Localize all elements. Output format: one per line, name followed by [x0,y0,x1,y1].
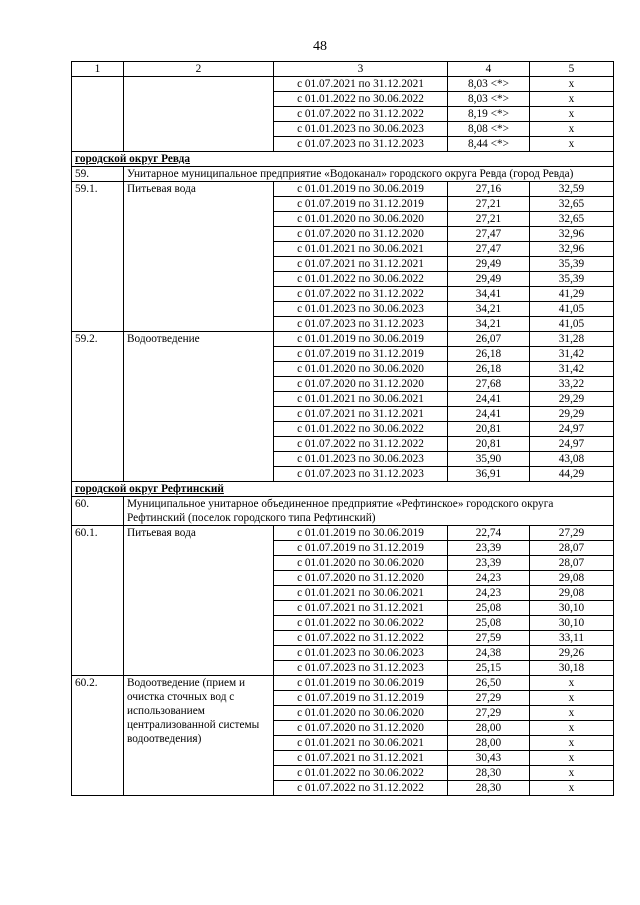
empty-number-cell [72,77,124,152]
tariff-vat-cell: 32,59 [530,182,614,197]
table-row [72,676,614,691]
period-cell: с 01.07.2021 по 31.12.2021 [274,77,448,92]
period-cell: с 01.07.2023 по 31.12.2023 [274,137,448,152]
tariff-vat-cell: х [530,107,614,122]
tariff-cell: 28,30 [448,766,530,781]
period-cell: с 01.07.2022 по 31.12.2022 [274,107,448,122]
period-cell: с 01.01.2022 по 30.06.2022 [274,422,448,437]
period-cell: с 01.01.2021 по 30.06.2021 [274,586,448,601]
period-cell: с 01.07.2023 по 31.12.2023 [274,661,448,676]
tariff-vat-cell: х [530,137,614,152]
tariff-cell: 26,07 [448,332,530,347]
tariff-cell: 24,23 [448,586,530,601]
tariff-cell: 20,81 [448,422,530,437]
tariff-vat-cell: х [530,122,614,137]
period-cell: с 01.01.2019 по 30.06.2019 [274,182,448,197]
period-cell: с 01.01.2022 по 30.06.2022 [274,92,448,107]
tariff-vat-cell: 32,65 [530,197,614,212]
section-heading-row [72,482,614,497]
tariff-cell: 22,74 [448,526,530,541]
tariff-cell: 29,49 [448,257,530,272]
period-cell: с 01.07.2021 по 31.12.2021 [274,601,448,616]
tariff-vat-cell: х [530,781,614,796]
period-cell: с 01.01.2023 по 30.06.2023 [274,646,448,661]
service-name: Водоотведение [124,332,274,482]
tariff-cell: 26,18 [448,362,530,377]
period-cell: с 01.01.2020 по 30.06.2020 [274,706,448,721]
tariff-cell: 27,68 [448,377,530,392]
period-cell: с 01.01.2022 по 30.06.2022 [274,272,448,287]
service-number: 59.1. [72,182,124,332]
period-cell: с 01.07.2020 по 31.12.2020 [274,377,448,392]
tariff-cell: 8,03 <*> [448,92,530,107]
period-cell: с 01.07.2021 по 31.12.2021 [274,257,448,272]
period-cell: с 01.07.2019 по 31.12.2019 [274,541,448,556]
period-cell: с 01.01.2022 по 30.06.2022 [274,616,448,631]
section-title: городской округ Рефтинский [72,482,614,497]
tariff-cell: 27,29 [448,706,530,721]
tariff-vat-cell: 35,39 [530,272,614,287]
period-cell: с 01.07.2022 по 31.12.2022 [274,437,448,452]
tariff-cell: 35,90 [448,452,530,467]
period-cell: с 01.07.2020 по 31.12.2020 [274,227,448,242]
tariff-vat-cell: 44,29 [530,467,614,482]
tariff-cell: 28,00 [448,736,530,751]
tariff-cell: 25,15 [448,661,530,676]
period-cell: с 01.01.2023 по 30.06.2023 [274,302,448,317]
tariff-vat-cell: 29,29 [530,407,614,422]
period-cell: с 01.01.2019 по 30.06.2019 [274,676,448,691]
tariff-cell: 28,30 [448,781,530,796]
organization-row [72,497,614,526]
period-cell: с 01.07.2022 по 31.12.2022 [274,781,448,796]
tariff-vat-cell: 32,65 [530,212,614,227]
tariff-cell: 28,00 [448,721,530,736]
tariff-cell: 27,21 [448,197,530,212]
tariff-cell: 26,50 [448,676,530,691]
tariff-vat-cell: 29,29 [530,392,614,407]
tariff-cell: 27,29 [448,691,530,706]
tariff-vat-cell: х [530,77,614,92]
tariff-cell: 24,41 [448,407,530,422]
period-cell: с 01.01.2022 по 30.06.2022 [274,766,448,781]
tariff-cell: 27,47 [448,242,530,257]
tariff-vat-cell: х [530,766,614,781]
tariff-vat-cell: 30,18 [530,661,614,676]
tariff-vat-cell: 31,28 [530,332,614,347]
tariff-vat-cell: 32,96 [530,242,614,257]
period-cell: с 01.07.2020 по 31.12.2020 [274,571,448,586]
tariff-cell: 34,21 [448,317,530,332]
organization-name: Унитарное муниципальное предприятие «Водоканал» городского округа Ревда (город Ревда) [124,167,614,182]
period-cell: с 01.01.2021 по 30.06.2021 [274,242,448,257]
tariff-cell: 8,44 <*> [448,137,530,152]
organization-name: Муниципальное унитарное объединенное предприятие «Рефтинское» городского округа Рефтинский (поселок городского типа Рефтинский) [124,497,614,526]
period-cell: с 01.07.2023 по 31.12.2023 [274,467,448,482]
tariff-vat-cell: 33,11 [530,631,614,646]
table-row [72,332,614,347]
tariff-cell: 23,39 [448,556,530,571]
period-cell: с 01.01.2021 по 30.06.2021 [274,736,448,751]
tariff-cell: 24,41 [448,392,530,407]
tariff-vat-cell: х [530,706,614,721]
column-number: 5 [530,62,614,77]
section-heading-row [72,152,614,167]
period-cell: с 01.01.2023 по 30.06.2023 [274,452,448,467]
period-cell: с 01.01.2020 по 30.06.2020 [274,212,448,227]
tariff-vat-cell: 27,29 [530,526,614,541]
column-number: 3 [274,62,448,77]
tariff-vat-cell: 30,10 [530,601,614,616]
period-cell: с 01.07.2022 по 31.12.2022 [274,631,448,646]
period-cell: с 01.07.2022 по 31.12.2022 [274,287,448,302]
period-cell: с 01.07.2021 по 31.12.2021 [274,407,448,422]
tariff-vat-cell: 33,22 [530,377,614,392]
tariff-cell: 24,23 [448,571,530,586]
tariff-cell: 36,91 [448,467,530,482]
tariff-cell: 25,08 [448,616,530,631]
period-cell: с 01.07.2021 по 31.12.2021 [274,751,448,766]
tariff-vat-cell: 28,07 [530,541,614,556]
column-number-row [72,62,614,77]
tariff-vat-cell: х [530,676,614,691]
tariff-vat-cell: 35,39 [530,257,614,272]
tariff-cell: 27,59 [448,631,530,646]
period-cell: с 01.01.2023 по 30.06.2023 [274,122,448,137]
tariff-vat-cell: х [530,92,614,107]
service-number: 60.1. [72,526,124,676]
tariff-vat-cell: х [530,691,614,706]
tariff-cell: 27,47 [448,227,530,242]
tariff-cell: 27,21 [448,212,530,227]
period-cell: с 01.01.2020 по 30.06.2020 [274,556,448,571]
tariff-cell: 8,08 <*> [448,122,530,137]
period-cell: с 01.01.2019 по 30.06.2019 [274,526,448,541]
period-cell: с 01.07.2019 по 31.12.2019 [274,197,448,212]
tariff-cell: 20,81 [448,437,530,452]
tariff-vat-cell: 24,97 [530,437,614,452]
tariff-cell: 24,38 [448,646,530,661]
period-cell: с 01.07.2019 по 31.12.2019 [274,691,448,706]
service-name: Питьевая вода [124,526,274,676]
tariff-vat-cell: х [530,736,614,751]
tariff-vat-cell: 41,05 [530,302,614,317]
column-number: 2 [124,62,274,77]
tariff-cell: 27,16 [448,182,530,197]
tariff-cell: 34,41 [448,287,530,302]
tariff-cell: 26,18 [448,347,530,362]
service-number: 60.2. [72,676,124,796]
service-number: 59.2. [72,332,124,482]
organization-number: 59. [72,167,124,182]
tariff-vat-cell: 29,26 [530,646,614,661]
organization-row [72,167,614,182]
tariff-vat-cell: х [530,721,614,736]
period-cell: с 01.01.2020 по 30.06.2020 [274,362,448,377]
service-name: Питьевая вода [124,182,274,332]
tariff-vat-cell: 41,29 [530,287,614,302]
tariff-cell: 25,08 [448,601,530,616]
section-title: городской округ Ревда [72,152,614,167]
table-row [72,526,614,541]
tariff-vat-cell: 31,42 [530,347,614,362]
tariff-vat-cell: 29,08 [530,571,614,586]
period-cell: с 01.01.2021 по 30.06.2021 [274,392,448,407]
tariff-vat-cell: 32,96 [530,227,614,242]
tariff-vat-cell: 30,10 [530,616,614,631]
period-cell: с 01.07.2023 по 31.12.2023 [274,317,448,332]
tariff-cell: 8,19 <*> [448,107,530,122]
empty-service-cell [124,77,274,152]
page-number: 48 [313,39,327,54]
tariff-cell: 29,49 [448,272,530,287]
tariff-table [71,61,614,796]
tariff-cell: 34,21 [448,302,530,317]
tariff-cell: 8,03 <*> [448,77,530,92]
tariff-vat-cell: 41,05 [530,317,614,332]
table-row [72,182,614,197]
tariff-vat-cell: 31,42 [530,362,614,377]
column-number: 1 [72,62,124,77]
tariff-vat-cell: 28,07 [530,556,614,571]
period-cell: с 01.01.2019 по 30.06.2019 [274,332,448,347]
service-name: Водоотведение (прием и очистка сточных вод с использованием централизованной системы водоотведения) [124,676,274,796]
tariff-vat-cell: 24,97 [530,422,614,437]
tariff-vat-cell: 43,08 [530,452,614,467]
organization-number: 60. [72,497,124,526]
tariff-vat-cell: 29,08 [530,586,614,601]
tariff-cell: 23,39 [448,541,530,556]
period-cell: с 01.07.2020 по 31.12.2020 [274,721,448,736]
tariff-vat-cell: х [530,751,614,766]
column-number: 4 [448,62,530,77]
tariff-cell: 30,43 [448,751,530,766]
table-row [72,77,614,92]
period-cell: с 01.07.2019 по 31.12.2019 [274,347,448,362]
